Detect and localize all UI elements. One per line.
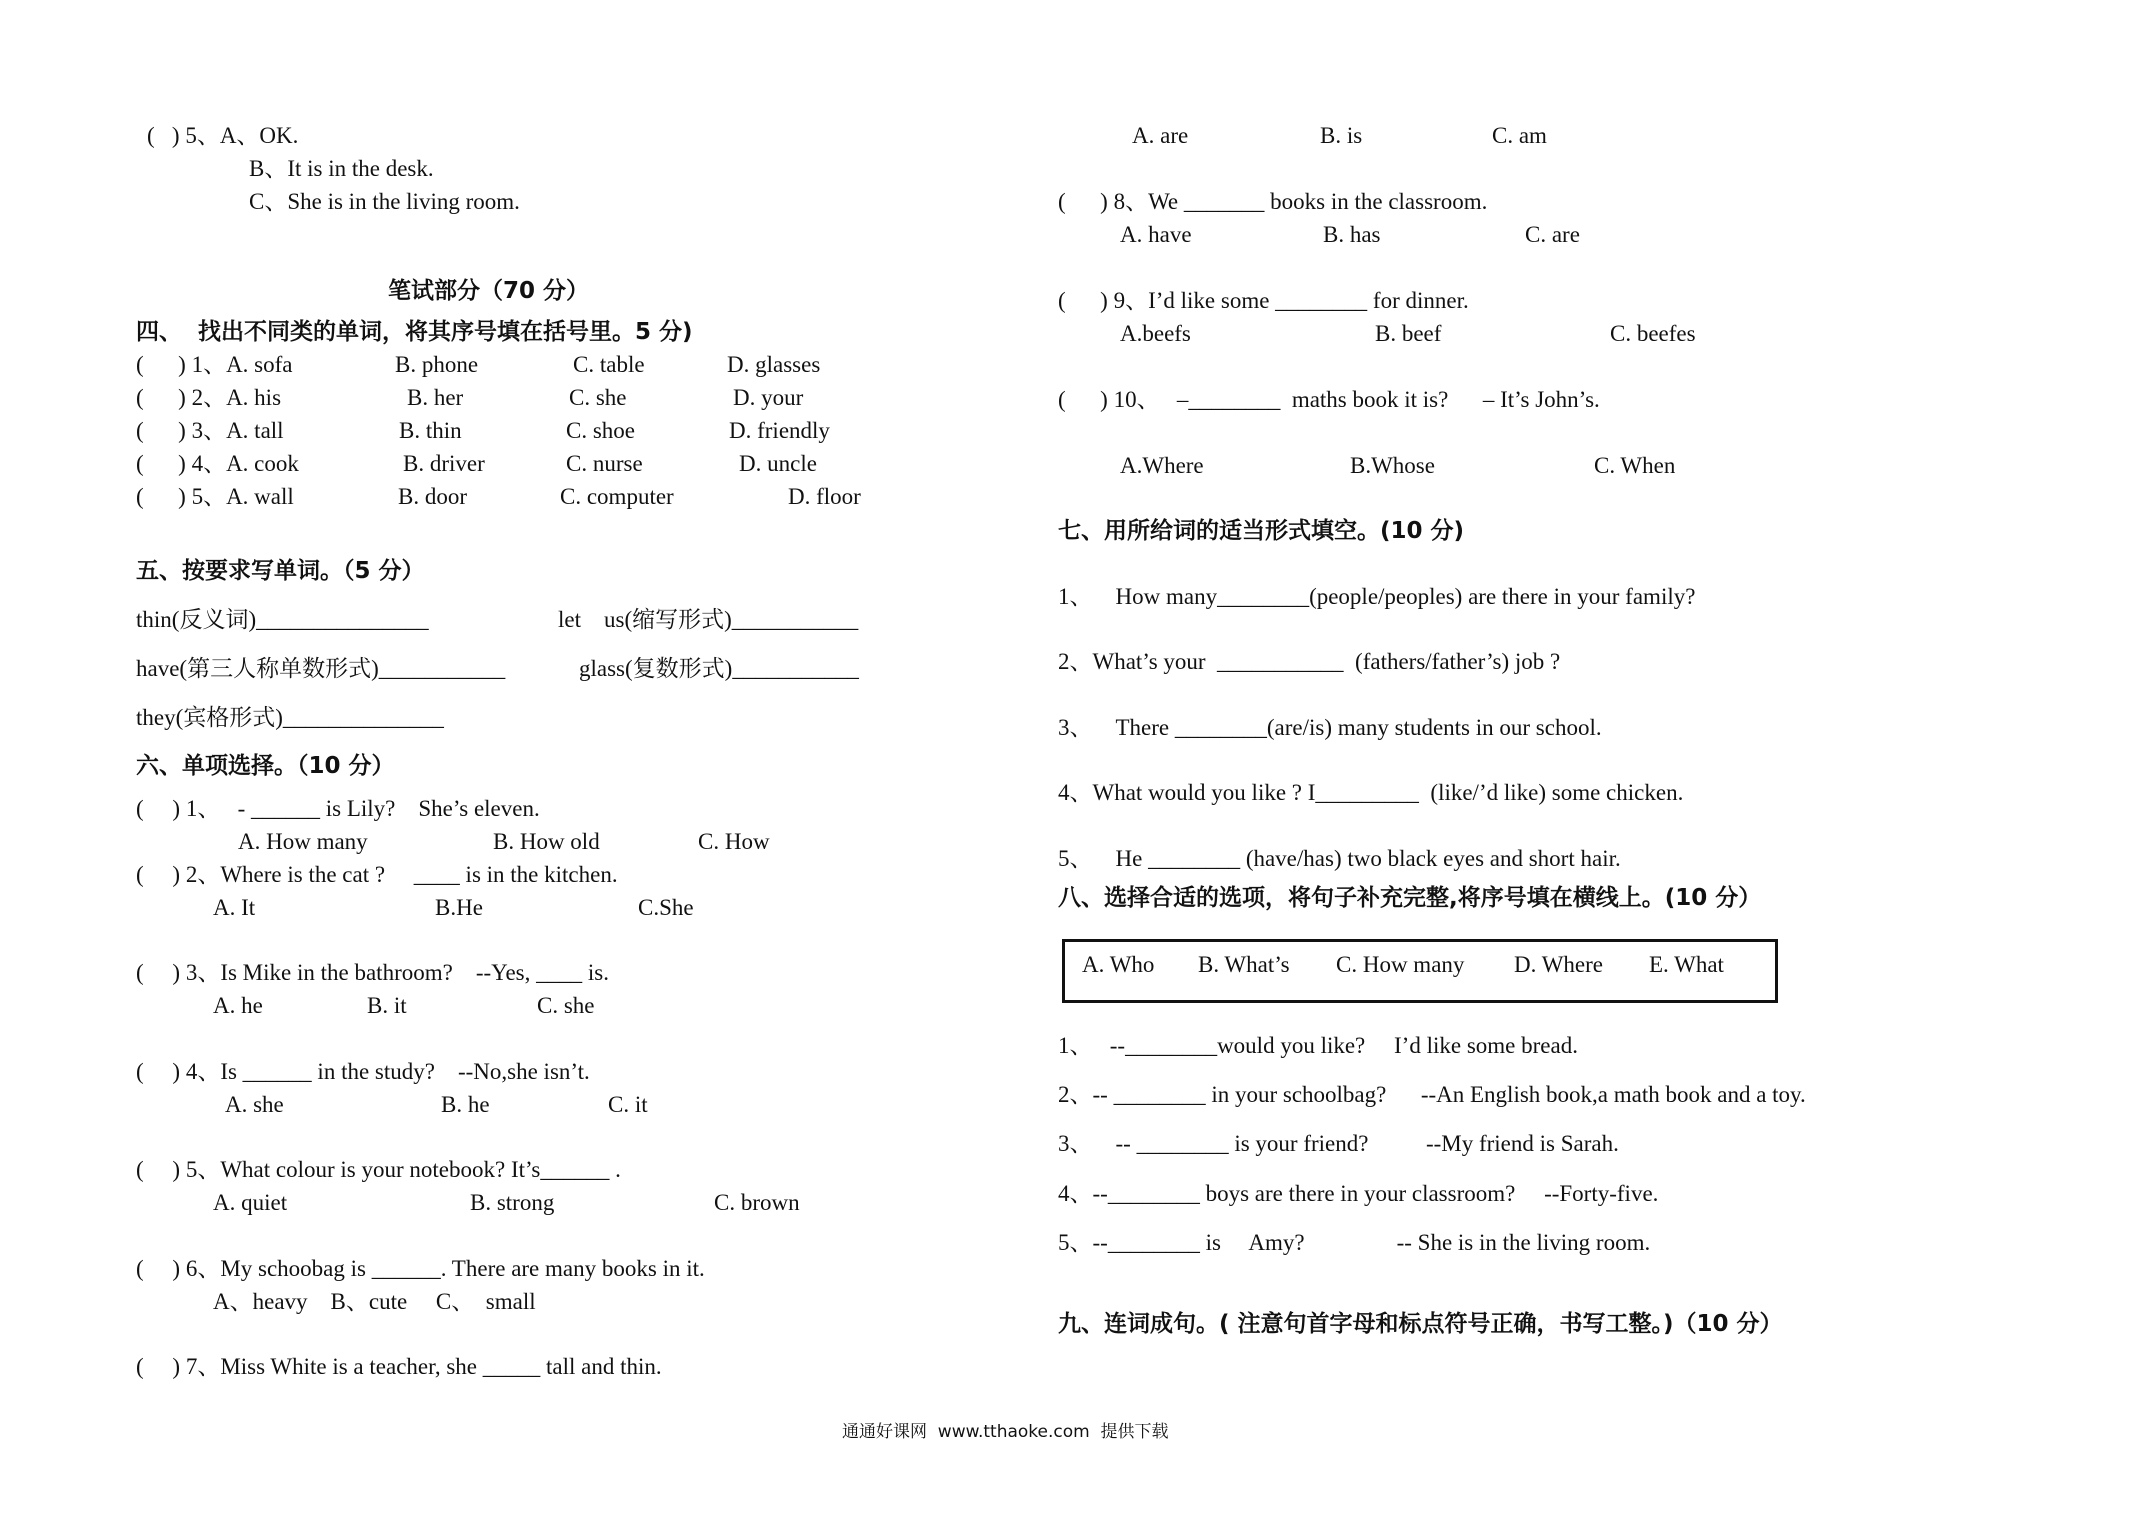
q5-prev-stem: ( ) 5、A、OK. — [147, 123, 299, 148]
s6-q2-b: B.He — [435, 895, 483, 920]
s6-q5-b: B. strong — [470, 1190, 555, 1215]
s4-row-5-prefix: ( ) 5、A. wall — [136, 484, 294, 509]
s8-item-4: 4、--________ boys are there in your classroom? --Forty-five. — [1058, 1181, 1659, 1206]
s8-option-d: D. Where — [1514, 952, 1603, 977]
s6-q3-a: A. he — [213, 993, 263, 1018]
s6-q10-c: C. When — [1594, 453, 1676, 478]
s6-q7-a: A. are — [1132, 123, 1189, 148]
s4-row-4-prefix: ( ) 4、A. cook — [136, 451, 299, 476]
s6-q2: ( ) 2、Where is the cat ? ____ is in the kitchen. — [136, 862, 618, 887]
s8-item-1: 1、 --________would you like? I’d like some bread. — [1058, 1033, 1578, 1058]
s6-q7: ( ) 7、Miss White is a teacher, she _____ tall and thin. — [136, 1354, 662, 1379]
s6-q4: ( ) 4、Is ______ in the study? --No,she isn’t. — [136, 1059, 590, 1084]
s8-item-2: 2、-- ________ in your schoolbag? --An English book,a math book and a toy. — [1058, 1082, 1806, 1107]
s5-have: have(第三人称单数形式)___________ — [136, 656, 506, 681]
s4-row-5-c: C. computer — [560, 484, 674, 509]
s7-item-5: 5、 He ________ (have/has) two black eyes and short hair. — [1058, 846, 1621, 871]
s8-option-a: A. Who — [1082, 952, 1155, 977]
section-4-title: 四、 找出不同类的单词，将其序号填在括号里。5 分) — [136, 319, 693, 345]
s4-row-1-d: D. glasses — [727, 352, 821, 377]
section-6-title: 六、单项选择。（10 分） — [136, 753, 395, 779]
s7-item-3: 3、 There ________(are/is) many students in our school. — [1058, 715, 1602, 740]
s6-q8-a: A. have — [1120, 222, 1192, 247]
q5-prev-option-c: C、She is in the living room. — [249, 189, 520, 214]
s4-row-3-d: D. friendly — [729, 418, 830, 443]
s4-row-2-b: B. her — [407, 385, 464, 410]
s6-q7-c: C. am — [1492, 123, 1547, 148]
s8-option-e: E. What — [1649, 952, 1724, 977]
s6-q4-a: A. she — [225, 1092, 284, 1117]
s6-q9: ( ) 9、I’d like some ________ for dinner. — [1058, 288, 1469, 313]
s4-row-3-prefix: ( ) 3、A. tall — [136, 418, 284, 443]
s7-item-4: 4、What would you like ? I_________ (like/’d like) some chicken. — [1058, 780, 1684, 805]
s4-row-1-prefix: ( ) 1、A. sofa — [136, 352, 293, 377]
s5-thin: thin(反义词)_______________ — [136, 607, 429, 632]
s8-option-c: C. How many — [1336, 952, 1465, 977]
s7-item-2: 2、What’s your ___________ (fathers/father’s) job ? — [1058, 649, 1561, 674]
s6-q1-b: B. How old — [493, 829, 600, 854]
s4-row-1-c: C. table — [573, 352, 645, 377]
s4-row-1-b: B. phone — [395, 352, 479, 377]
section-9-title: 九、连词成句。( 注意句首字母和标点符号正确，书写工整。)（10 分） — [1058, 1311, 1783, 1337]
s6-q10-b: B.Whose — [1350, 453, 1435, 478]
footer-credit: 通通好课网 www.tthaoke.com 提供下载 — [842, 1422, 1169, 1442]
s4-row-5-d: D. floor — [788, 484, 861, 509]
s6-q9-a: A.beefs — [1120, 321, 1191, 346]
s6-q4-c: C. it — [608, 1092, 648, 1117]
s7-item-1: 1、 How many________(people/peoples) are there in your family? — [1058, 584, 1696, 609]
s4-row-4-c: C. nurse — [566, 451, 643, 476]
s6-q1-c: C. How — [698, 829, 770, 854]
s5-they: they(宾格形式)______________ — [136, 705, 444, 730]
q5-prev-option-b: B、It is in the desk. — [249, 156, 434, 181]
section-5-title: 五、按要求写单词。（5 分） — [136, 558, 425, 584]
s6-q8: ( ) 8、We _______ books in the classroom. — [1058, 189, 1488, 214]
s6-q1: ( ) 1、 - ______ is Lily? She’s eleven. — [136, 796, 540, 821]
s4-row-3-b: B. thin — [399, 418, 462, 443]
s8-item-5: 5、--________ is Amy? -- She is in the living room. — [1058, 1230, 1651, 1255]
s6-q2-c: C.She — [638, 895, 694, 920]
s6-q9-b: B. beef — [1375, 321, 1442, 346]
s6-q1-a: A. How many — [238, 829, 368, 854]
s6-q4-b: B. he — [441, 1092, 490, 1117]
s5-let-us: let us(缩写形式)___________ — [558, 607, 859, 632]
s4-row-4-b: B. driver — [403, 451, 485, 476]
s4-row-2-c: C. she — [569, 385, 627, 410]
s6-q2-a: A. It — [213, 895, 256, 920]
s6-q10-a: A.Where — [1120, 453, 1204, 478]
s4-row-4-d: D. uncle — [739, 451, 817, 476]
s6-q3-c: C. she — [537, 993, 595, 1018]
s6-q3-b: B. it — [367, 993, 407, 1018]
s4-row-3-c: C. shoe — [566, 418, 635, 443]
s8-item-3: 3、 -- ________ is your friend? --My friend is Sarah. — [1058, 1131, 1619, 1156]
s6-q5-a: A. quiet — [213, 1190, 288, 1215]
s6-q6-options: A、heavy B、cute C、 small — [213, 1289, 536, 1314]
s6-q9-c: C. beefes — [1610, 321, 1696, 346]
s6-q7-b: B. is — [1320, 123, 1363, 148]
s6-q8-c: C. are — [1525, 222, 1580, 247]
s6-q6: ( ) 6、My schoobag is ______. There are many books in it. — [136, 1256, 705, 1281]
written-part-title: 笔试部分（70 分） — [388, 278, 590, 304]
s6-q10: ( ) 10、 –________ maths book it is? – It’s John’s. — [1058, 387, 1600, 412]
s6-q8-b: B. has — [1323, 222, 1381, 247]
section-7-title: 七、用所给词的适当形式填空。(10 分) — [1058, 518, 1465, 544]
s6-q3: ( ) 3、Is Mike in the bathroom? --Yes, ____ is. — [136, 960, 609, 985]
s4-row-2-d: D. your — [733, 385, 804, 410]
s8-option-b: B. What’s — [1198, 952, 1290, 977]
s4-row-5-b: B. door — [398, 484, 467, 509]
section-8-title: 八、选择合适的选项，将句子补充完整,将序号填在横线上。(10 分） — [1058, 885, 1762, 911]
s6-q5-c: C. brown — [714, 1190, 800, 1215]
s4-row-2-prefix: ( ) 2、A. his — [136, 385, 282, 410]
s5-glass: glass(复数形式)___________ — [579, 656, 859, 681]
s6-q5: ( ) 5、What colour is your notebook? It’s______ . — [136, 1157, 621, 1182]
